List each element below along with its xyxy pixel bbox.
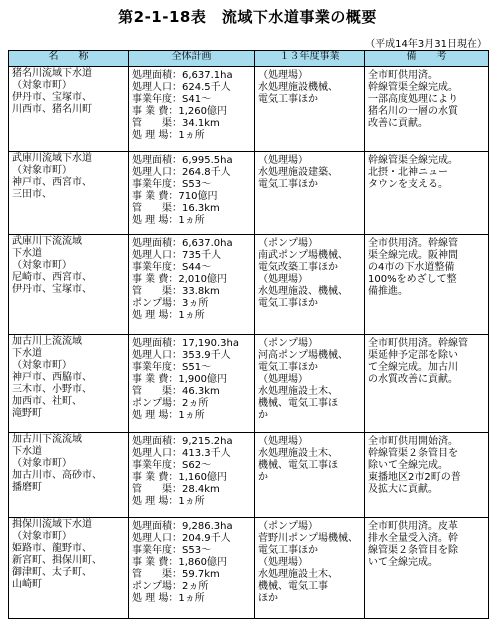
fy13-cell: （ポンプ場） 菅野川ポンプ場機械、 電気工事ほか （処理場） 水処理施設土木、 機械、電気工事 ほか bbox=[255, 518, 365, 619]
name-cell bbox=[9, 152, 129, 235]
table-row bbox=[9, 152, 489, 235]
plan-cell: 処理面積：6,637.1ha 処理人口：624.5千人 事業年度：S41～ 事 業 費：1,260億円 管 渠：34.1km 処 理 場：1ヵ所 bbox=[129, 67, 255, 152]
note-cell: 全市町供用済。皮革 排水全量受入済。幹 線管渠２条管目を除 いて全線完成。 bbox=[365, 518, 489, 619]
note-cell: 全市町供用済。幹線管 渠延伸予定部を除い て全線完成。加古川 の水質改善に貢献。 bbox=[365, 335, 489, 433]
project-name: 加古川上流流域 下水道 bbox=[12, 336, 82, 359]
as-of-date: （平成14年3月31日現在） bbox=[365, 39, 487, 50]
note-cell: 全市町供用開始済。 幹線管渠２条管目を 除いて全線完成。 東播地区2市2町の普 及拡大に貢献。 bbox=[365, 433, 489, 518]
project-name: 武庫川流域下水道 bbox=[12, 153, 92, 164]
table-row bbox=[9, 433, 489, 518]
table-row bbox=[9, 235, 489, 335]
sewerage-table bbox=[8, 50, 489, 619]
target-municipalities: （対象市町） 伊丹市、宝塚市、 川西市、猪名川町 bbox=[12, 80, 92, 115]
fy13-cell: （処理場） 水処理施設土木、 機械、電気工事ほ か bbox=[255, 433, 365, 518]
target-municipalities: （対象市町） 神戸市、西宮市、 三田市、 bbox=[12, 165, 92, 200]
fy13-cell: （処理場） 水処理施設機械、 電気工事ほか bbox=[255, 67, 365, 152]
fy13-cell: （ポンプ場） 河高ポンプ場機械、 電気工事ほか （処理場） 水処理施設土木、 機械、電気工事ほ か bbox=[255, 335, 365, 433]
plan-cell: 処理面積：9,286.3ha 処理人口：204.9千人 事業年度：S53～ 事 業 費：1,860億円 管 渠：59.7km ポンプ場：2ヵ所 処 理 場：1ヵ所 bbox=[129, 518, 255, 619]
name-cell bbox=[9, 518, 129, 619]
plan-cell: 処理面積：9,215.2ha 処理人口：413.3千人 事業年度：S62～ 事 業 費：1,160億円 管 渠：28.4km 処 理 場：1ヵ所 bbox=[129, 433, 255, 518]
name-cell bbox=[9, 67, 129, 152]
table-row bbox=[9, 335, 489, 433]
header-fy13: １３年度事業 bbox=[255, 51, 365, 67]
fy13-cell: （処理場） 水処理施設建築、 電気工事ほか bbox=[255, 152, 365, 235]
name-cell bbox=[9, 335, 129, 433]
header-plan: 全体計画 bbox=[129, 51, 255, 67]
plan-cell: 処理面積：17,190.3ha 処理人口：353.9千人 事業年度：S51～ 事 業 費：1,900億円 管 渠：46.3km ポンプ場：2ヵ所 処 理 場：1ヵ所 bbox=[129, 335, 255, 433]
page-title: 第2-1-18表 流域下水道事業の概要 bbox=[118, 8, 377, 26]
name-cell bbox=[9, 433, 129, 518]
target-municipalities: （対象市町） 加古川市、高砂市、 播磨町 bbox=[12, 458, 102, 493]
target-municipalities: （対象市町） 神戸市、西脇市、 三木市、小野市、 加西市、社町、 滝野町 bbox=[12, 360, 92, 419]
project-name: 揖保川流域下水道 bbox=[12, 519, 92, 530]
name-cell bbox=[9, 235, 129, 335]
target-municipalities: （対象市町） 姫路市、龍野市、 新宮町、揖保川町、 御津町、太子町、 山崎町 bbox=[12, 531, 102, 590]
table-row bbox=[9, 67, 489, 152]
project-name: 猪名川流域下水道 bbox=[12, 68, 92, 79]
fy13-cell: （ポンプ場） 南武ポンプ場機械、 電気改築工事ほか （処理場） 水処理施設、機械、 電気工事ほか bbox=[255, 235, 365, 335]
plan-cell: 処理面積：6,995.5ha 処理人口：264.8千人 事業年度：S53～ 事 業 費：710億円 管 渠：16.3km 処 理 場：1ヵ所 bbox=[129, 152, 255, 235]
note-cell: 幹線管渠全線完成。 北摂・北神ニュー タウンを支える。 bbox=[365, 152, 489, 235]
project-name: 加古川下流流域 下水道 bbox=[12, 434, 82, 457]
note-cell: 全市町供用済。 幹線管渠全線完成。 一部高度処理により 猪名川の一層の水質 改善に貢献。 bbox=[365, 67, 489, 152]
table-row bbox=[9, 518, 489, 619]
project-name: 武庫川下流流域 下水道 bbox=[12, 236, 82, 259]
note-cell: 全市供用済。幹線管 渠全線完成。阪神間 の4市の下水道整備 100%をめざして整 備推進。 bbox=[365, 235, 489, 335]
target-municipalities: （対象市町） 尼崎市、西宮市、 伊丹市、宝塚市、 bbox=[12, 260, 92, 295]
header-row bbox=[9, 51, 489, 67]
plan-cell: 処理面積：6,637.0ha 処理人口：735千人 事業年度：S44～ 事 業 費：2,010億円 管 渠：33.8km ポンプ場：3ヵ所 処 理 場：1ヵ所 bbox=[129, 235, 255, 335]
header-name: 名 称 bbox=[9, 51, 129, 67]
header-note: 備 考 bbox=[365, 51, 489, 67]
